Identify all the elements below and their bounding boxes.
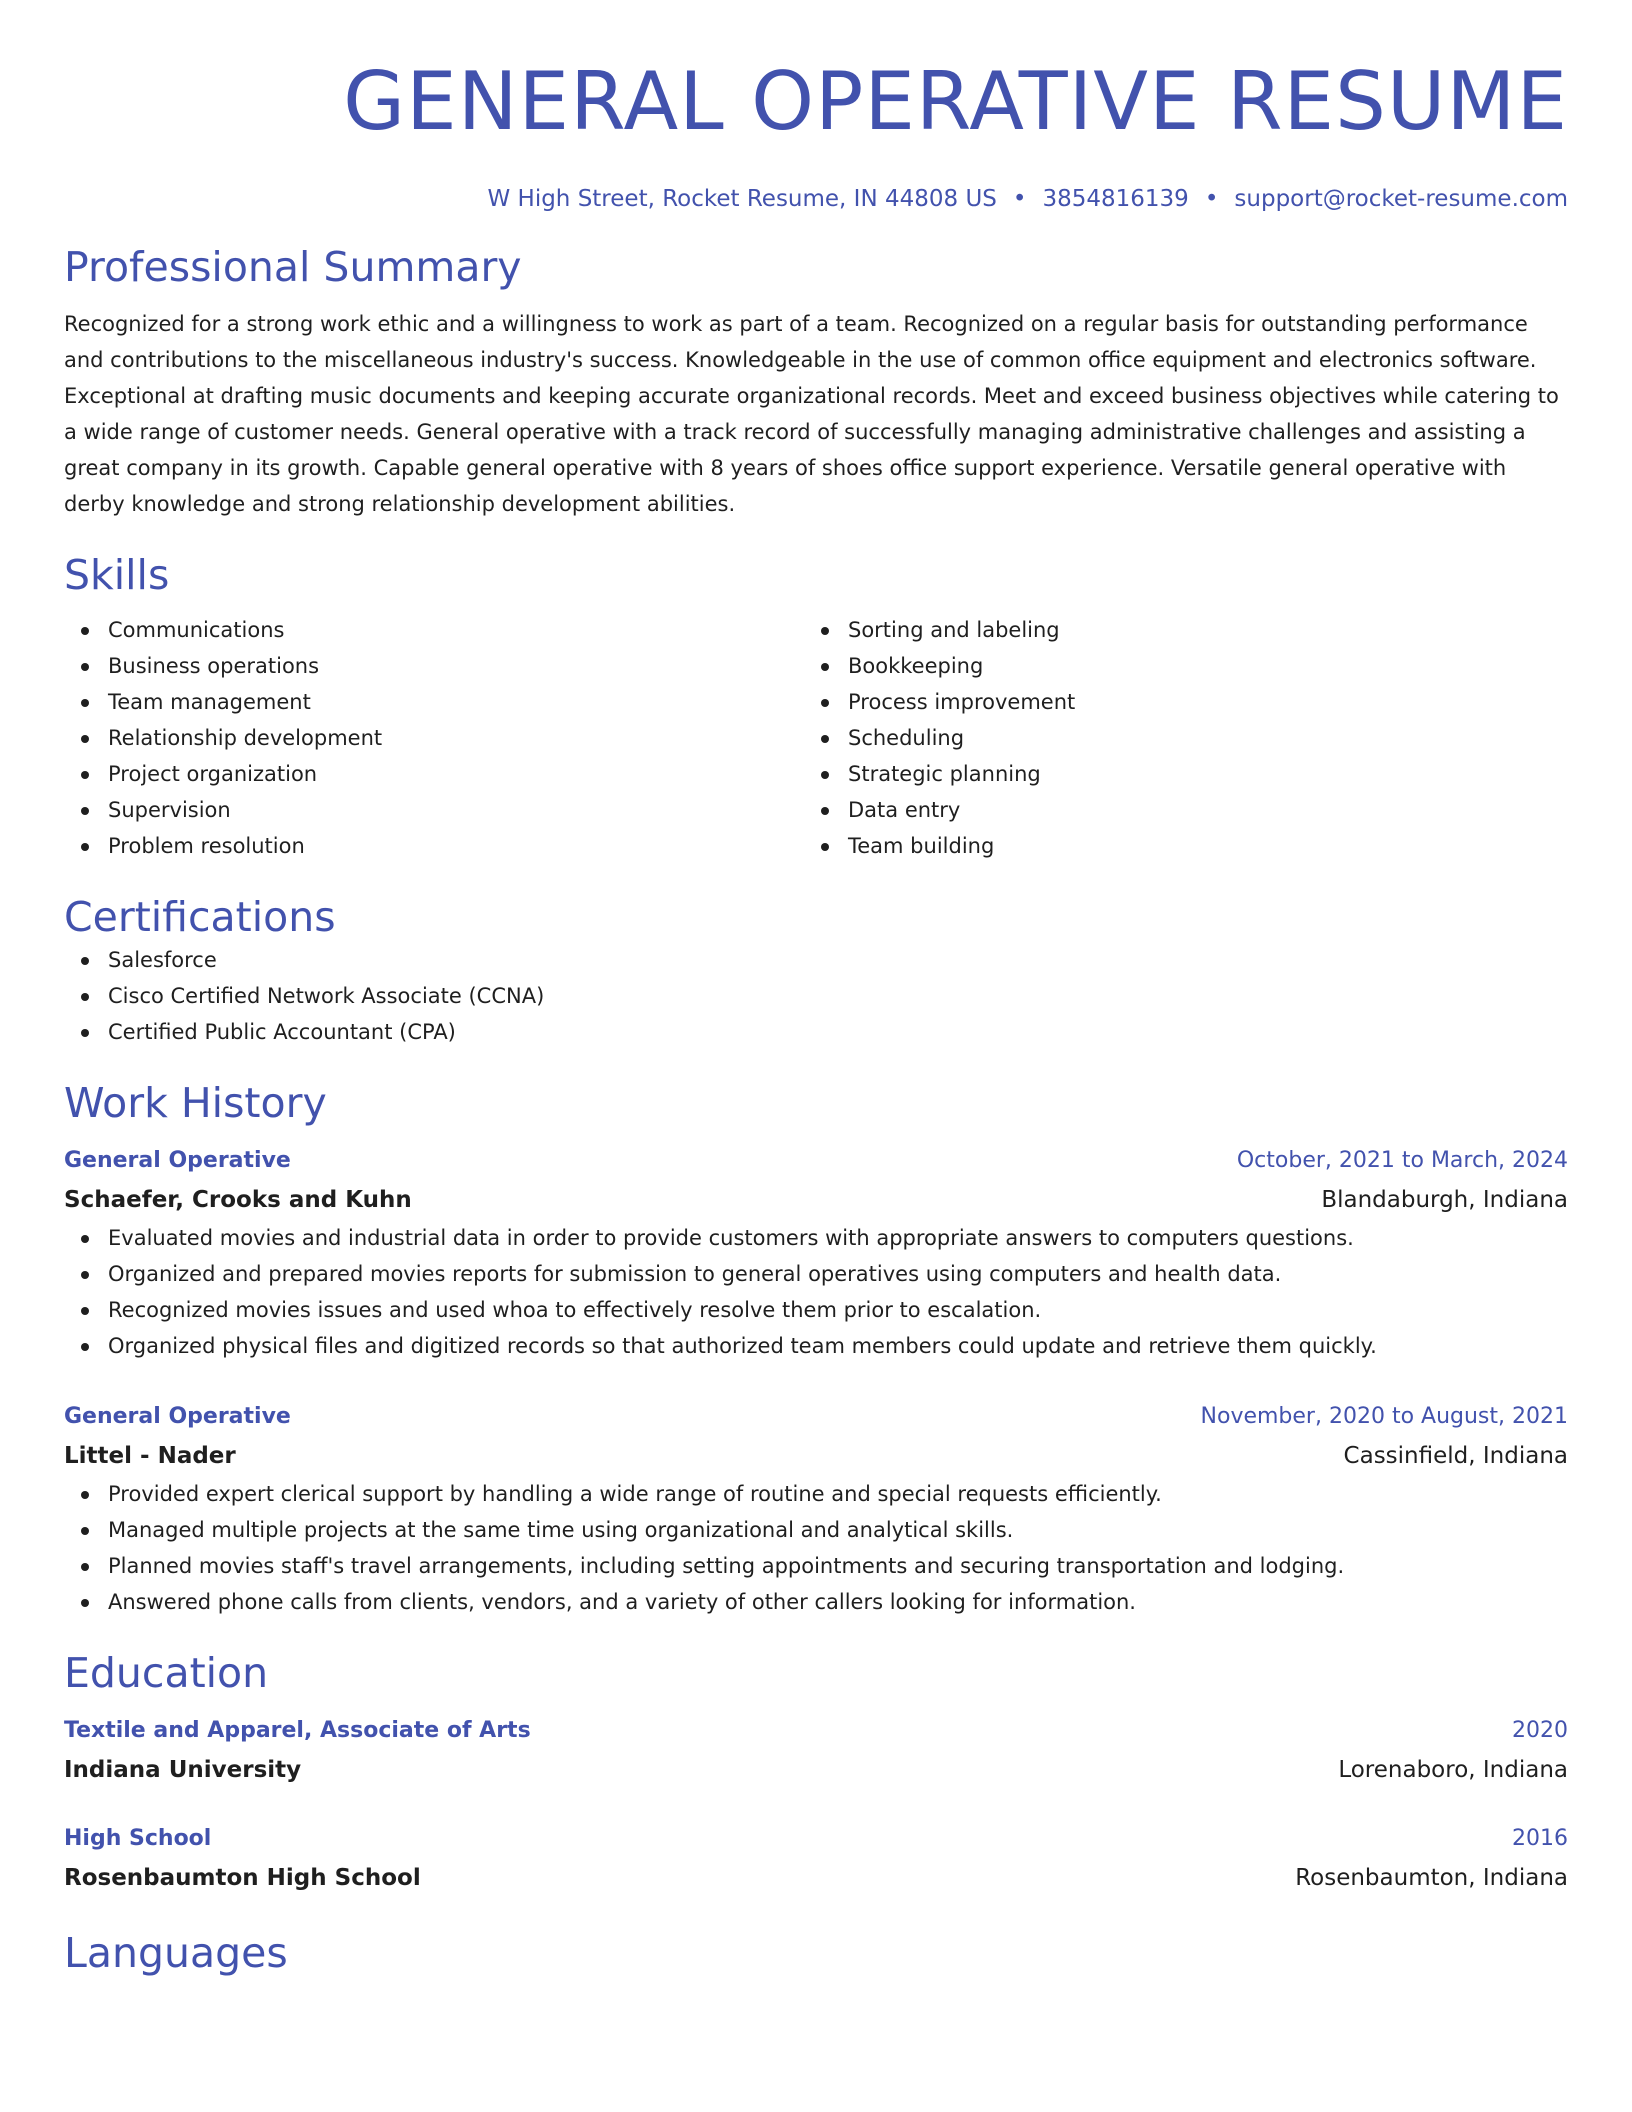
job-dates: November, 2020 to August, 2021 — [1200, 1404, 1568, 1429]
job-company: Littel - Nader — [64, 1443, 236, 1469]
contact-separator: • — [1012, 186, 1027, 212]
education-entry — [64, 1820, 1568, 1898]
skill-item: Project organization — [64, 756, 804, 792]
education-location: Rosenbaumton, Indiana — [1295, 1865, 1568, 1891]
contact-email: support@rocket-resume.com — [1234, 186, 1568, 212]
contact-address: W High Street, Rocket Resume, IN 44808 US — [487, 186, 997, 212]
job-company: Schaefer, Crooks and Kuhn — [64, 1187, 412, 1213]
skills-list-left — [64, 612, 804, 864]
skill-item: Sorting and labeling — [804, 612, 1544, 648]
contact-separator: • — [1204, 186, 1219, 212]
skill-item: Communications — [64, 612, 804, 648]
education-degree-row — [64, 1712, 1568, 1750]
job-title-row — [64, 1398, 1568, 1436]
skill-item: Problem resolution — [64, 828, 804, 864]
education-heading: Education — [64, 1649, 269, 1697]
education-degree-row — [64, 1820, 1568, 1858]
job-company-row — [64, 1436, 1568, 1476]
job-bullet: Organized and prepared movies reports for submission to general operatives using computers and health data. — [64, 1256, 1568, 1292]
job-bullets — [64, 1476, 1568, 1620]
skill-item: Supervision — [64, 792, 804, 828]
skill-item: Team building — [804, 828, 1544, 864]
job-bullets — [64, 1220, 1568, 1364]
job-title: General Operative — [64, 1404, 291, 1429]
education-degree: High School — [64, 1826, 212, 1851]
skill-item: Relationship development — [64, 720, 804, 756]
education-school: Rosenbaumton High School — [64, 1865, 421, 1891]
education-degree: Textile and Apparel, Associate of Arts — [64, 1718, 531, 1743]
skill-item: Process improvement — [804, 684, 1544, 720]
skill-item: Strategic planning — [804, 756, 1544, 792]
skill-item: Data entry — [804, 792, 1544, 828]
skills-list-right — [804, 612, 1544, 864]
summary-text: Recognized for a strong work ethic and a willingness to work as part of a team. Recognized on a regular basis for outstanding performance and contributions to the miscellaneous industry's success. Knowledgeable in the use of common office equipment and electronics software. Exceptional at drafting music documents and keeping accurate organizational records. Meet and exceed business objectives while catering to a wide range of customer needs. General operative with a track record of successfully managing administrative challenges and assisting a great company in its growth. Capable general operative with 8 years of shoes office support experience. Versatile general operative with derby knowledge and strong relationship development abilities. — [64, 312, 1559, 516]
job-location: Cassinfield, Indiana — [1343, 1443, 1568, 1469]
job-company-row — [64, 1180, 1568, 1220]
job-bullet: Managed multiple projects at the same time using organizational and analytical skills. — [64, 1512, 1568, 1548]
resume-title: GENERAL OPERATIVE RESUME — [343, 55, 1568, 148]
education-school-row — [64, 1750, 1568, 1790]
job-entry — [64, 1142, 1568, 1364]
education-year: 2016 — [1512, 1826, 1568, 1851]
skill-item: Business operations — [64, 648, 804, 684]
job-bullet: Organized physical files and digitized records so that authorized team members could update and retrieve them quickly. — [64, 1328, 1568, 1364]
job-bullet: Answered phone calls from clients, vendors, and a variety of other callers looking for information. — [64, 1584, 1568, 1620]
education-entry — [64, 1712, 1568, 1790]
job-location: Blandaburgh, Indiana — [1321, 1187, 1568, 1213]
contact-phone: 3854816139 — [1042, 186, 1189, 212]
certification-item: Salesforce — [64, 942, 1568, 978]
job-bullet: Recognized movies issues and used whoa to effectively resolve them prior to escalation. — [64, 1292, 1568, 1328]
job-title-row — [64, 1142, 1568, 1180]
certification-item: Certified Public Accountant (CPA) — [64, 1014, 1568, 1050]
education-school-row — [64, 1858, 1568, 1898]
work-history-heading: Work History — [64, 1079, 327, 1127]
education-school: Indiana University — [64, 1757, 302, 1783]
skill-item: Team management — [64, 684, 804, 720]
certification-item: Cisco Certified Network Associate (CCNA) — [64, 978, 1568, 1014]
contact-line — [64, 184, 1568, 214]
skill-item: Scheduling — [804, 720, 1544, 756]
education-location: Lorenaboro, Indiana — [1338, 1757, 1568, 1783]
skills-grid — [64, 612, 1568, 864]
skills-heading: Skills — [64, 551, 170, 599]
job-entry — [64, 1398, 1568, 1620]
job-dates: October, 2021 to March, 2024 — [1236, 1148, 1568, 1173]
job-bullet: Evaluated movies and industrial data in order to provide customers with appropriate answers to computers questions. — [64, 1220, 1568, 1256]
certifications-list — [64, 942, 1568, 1050]
job-title: General Operative — [64, 1148, 291, 1173]
languages-heading: Languages — [64, 1929, 288, 1977]
job-bullet: Provided expert clerical support by handling a wide range of routine and special requests efficiently. — [64, 1476, 1568, 1512]
education-year: 2020 — [1512, 1718, 1568, 1743]
certifications-heading: Certifications — [64, 893, 336, 941]
skill-item: Bookkeeping — [804, 648, 1544, 684]
job-bullet: Planned movies staff's travel arrangements, including setting appointments and securing transportation and lodging. — [64, 1548, 1568, 1584]
summary-heading: Professional Summary — [64, 243, 522, 291]
